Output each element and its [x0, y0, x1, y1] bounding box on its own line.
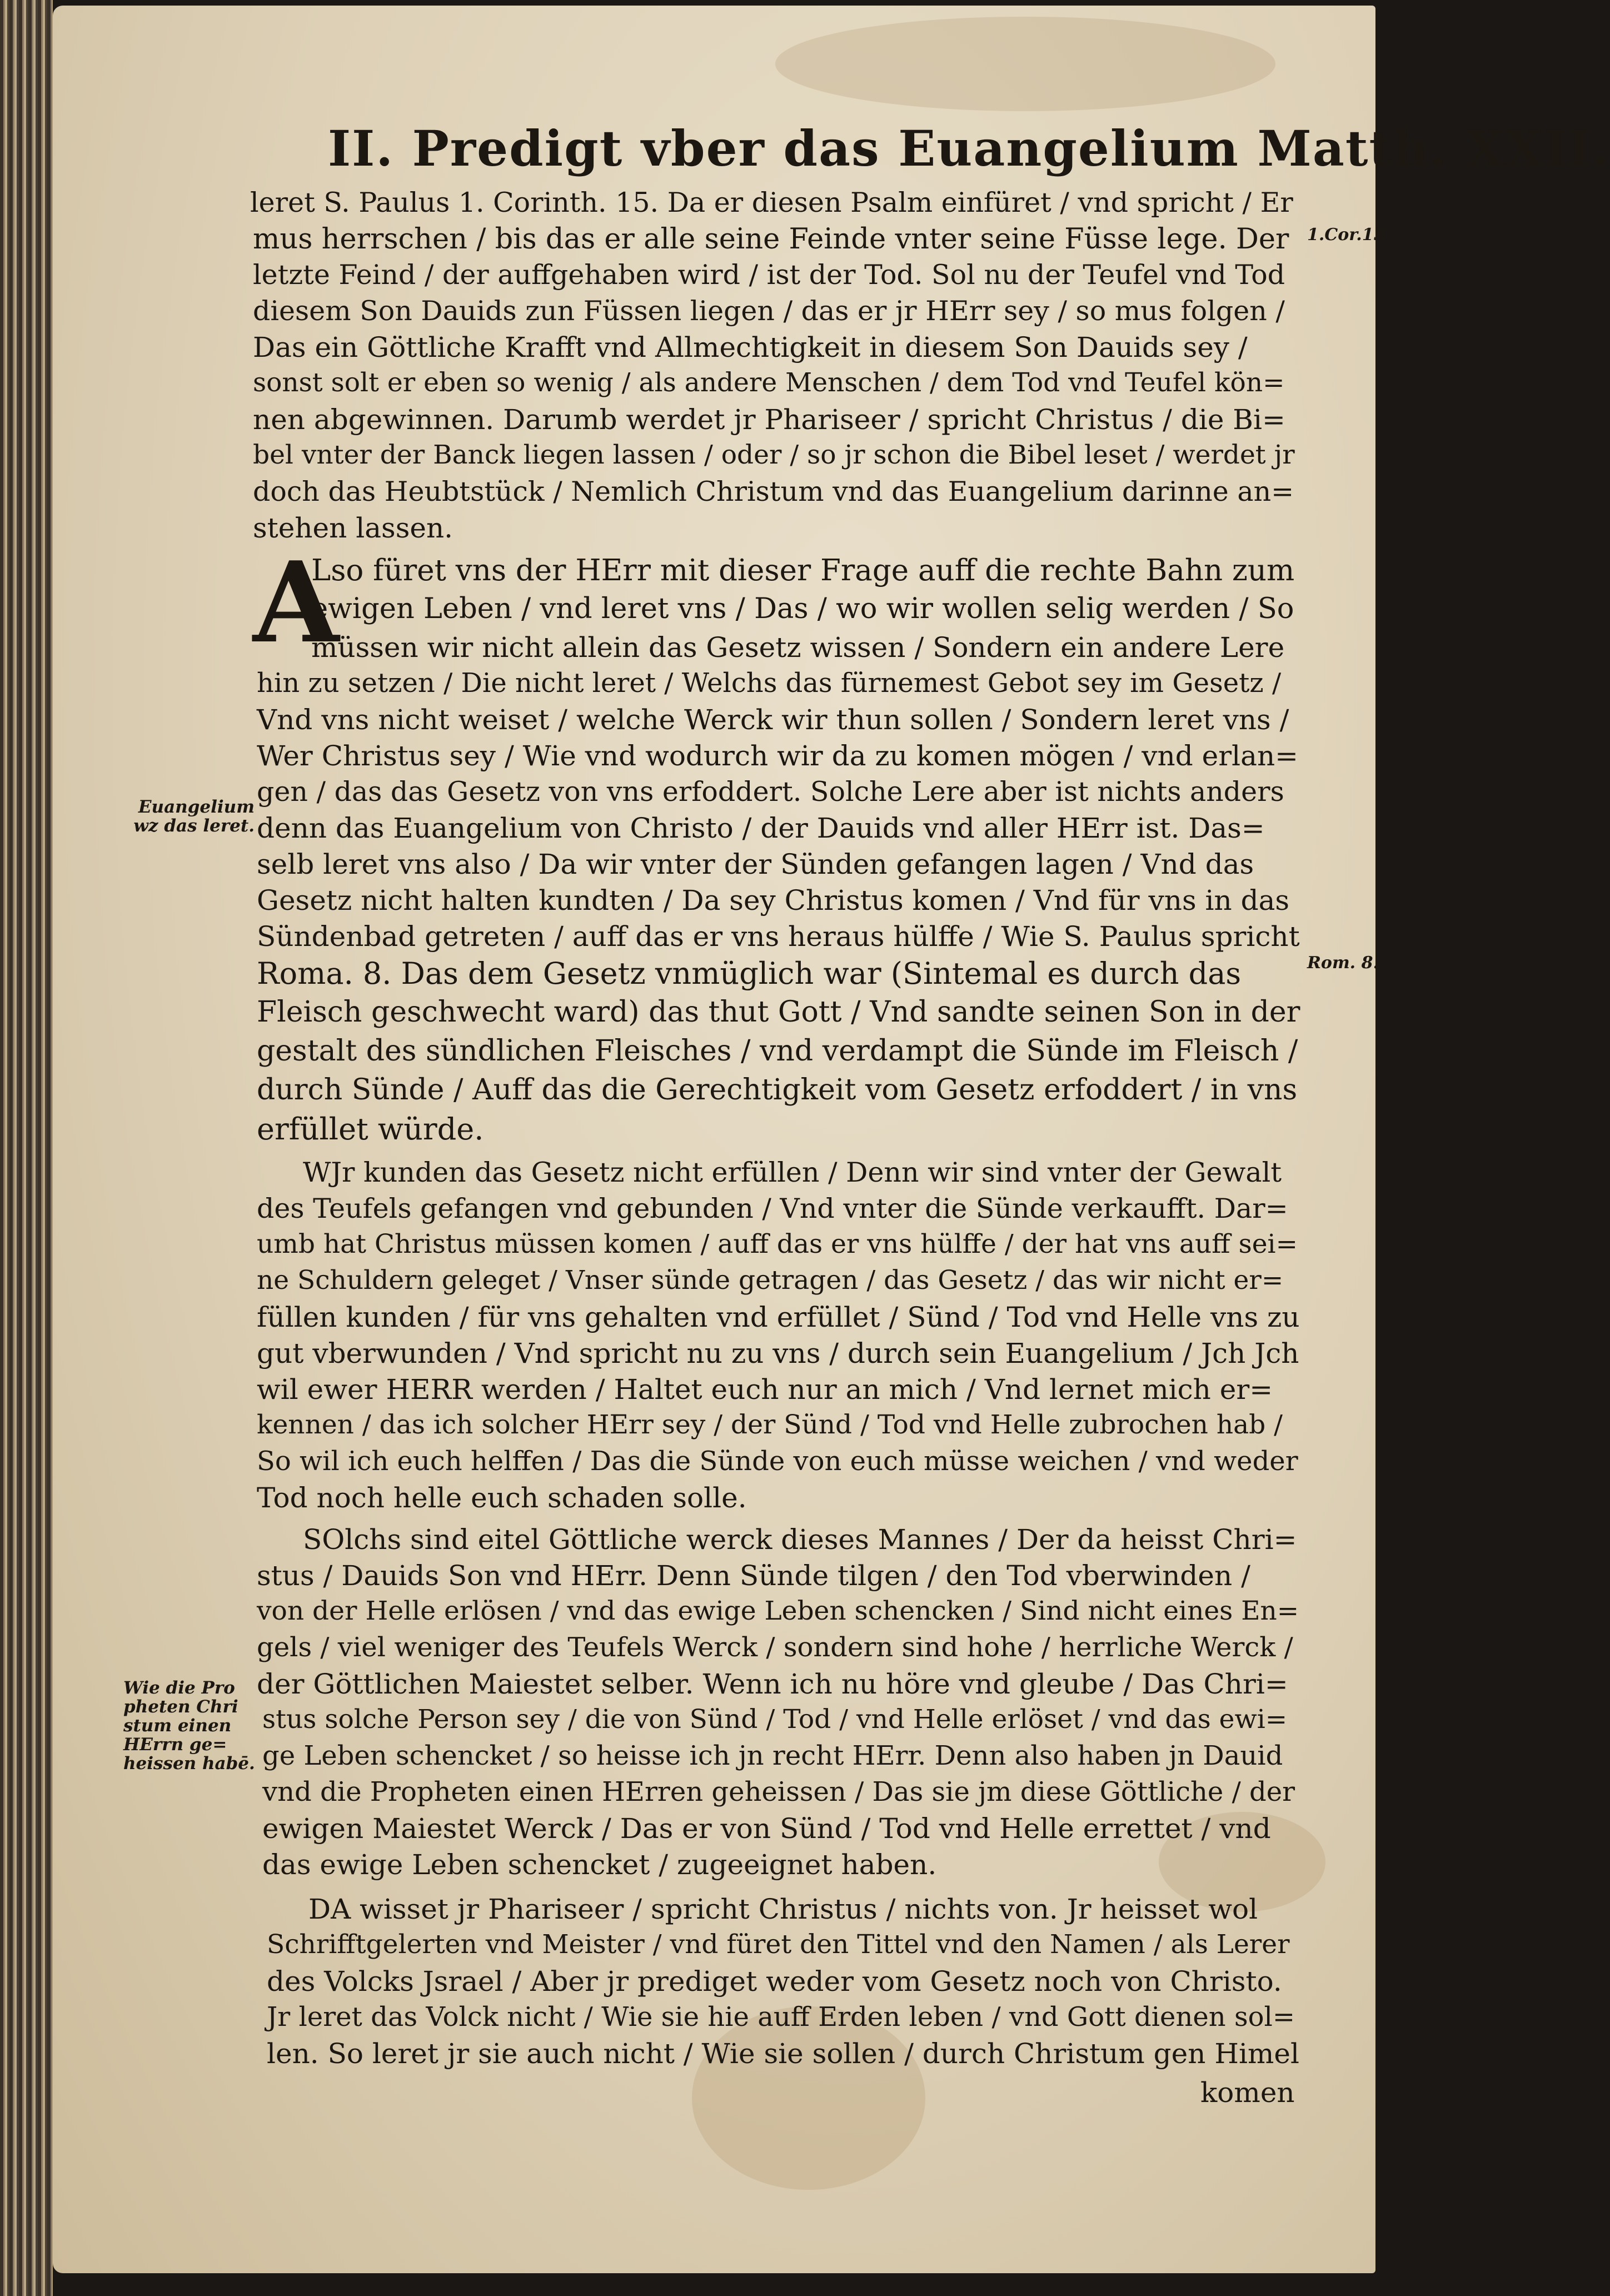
- text-line: Sündenbad getreten / auff das er vns heraus hülffe / Wie S. Paulus spricht: [257, 920, 1300, 953]
- margin-ref-rom: Rom. 8.: [1307, 953, 1379, 973]
- drop-cap-initial: A: [253, 537, 340, 668]
- margin-note-propheten: Wie die Pro pheten Chri stum einen HErrn ge= heissen habē.: [123, 1678, 255, 1774]
- text-line: mus herrschen / bis das er alle seine Feinde vnter seine Füsse lege. Der: [253, 223, 1289, 256]
- text-line: durch Sünde / Auff das die Gerechtigkeit vom Gesetz erfoddert / in vns: [257, 1073, 1298, 1107]
- text-line: ne Schuldern geleget / Vnser sünde getragen / das Gesetz / das wir nicht er=: [257, 1265, 1284, 1296]
- text-line: Das ein Göttliche Krafft vnd Allmechtigkeit in diesem Son Dauids sey /: [253, 331, 1248, 363]
- text-line: des Volcks Jsrael / Aber jr prediget weder vom Gesetz noch von Christo.: [267, 1965, 1282, 1998]
- text-line: erfüllet würde.: [257, 1112, 484, 1147]
- text-line: sonst solt er eben so wenig / als andere Menschen / dem Tod vnd Teufel kön=: [253, 367, 1285, 398]
- text-line: gut vberwunden / Vnd spricht nu zu vns / durch sein Euangelium / Jch Jch: [257, 1337, 1299, 1369]
- text-line: umb hat Christus müssen komen / auff das er vns hülffe / der hat vns auff sei=: [257, 1229, 1298, 1259]
- catchword: komen: [1200, 2076, 1295, 2109]
- text-line: DA wisset jr Phariseer / spricht Christus / nichts von. Jr heisset wol: [308, 1893, 1258, 1925]
- text-line: kennen / das ich solcher HErr sey / der Sünd / Tod vnd Helle zubrochen hab /: [257, 1410, 1283, 1440]
- text-line: Vnd vns nicht weiset / welche Werck wir thun sollen / Sondern leret vns /: [257, 704, 1289, 736]
- text-line: bel vnter der Banck liegen lassen / oder / so jr schon die Bibel leset / werdet jr: [253, 440, 1295, 470]
- text-line: Schrifftgelerten vnd Meister / vnd füret den Tittel vnd den Namen / als Lerer: [267, 1929, 1290, 1960]
- text-line: gen / das das Gesetz von vns erfoddert. Solche Lere aber ist nichts anders: [257, 776, 1284, 808]
- text-line: stus / Dauids Son vnd HErr. Denn Sünde tilgen / den Tod vberwinden /: [257, 1560, 1250, 1592]
- text-line: hin zu setzen / Die nicht leret / Welchs das fürnemest Gebot sey im Gesetz /: [257, 668, 1282, 699]
- text-line: von der Helle erlösen / vnd das ewige Leben schencken / Sind nicht eines En=: [257, 1596, 1299, 1626]
- text-line: Gesetz nicht halten kundten / Da sey Christus komen / Vnd für vns in das: [257, 884, 1290, 917]
- text-line: selb leret vns also / Da wir vnter der Sünden gefangen lagen / Vnd das: [257, 848, 1254, 880]
- margin-note-euangelium: Euangelium wz das leret.: [133, 797, 255, 836]
- text-line: stus solche Person sey / die von Sünd / Tod / vnd Helle erlöset / vnd das ewi=: [262, 1704, 1288, 1735]
- text-line: letzte Feind / der auffgehaben wird / ist der Tod. Sol nu der Teufel vnd Tod: [253, 259, 1285, 291]
- text-line: Fleisch geschwecht ward) das thut Gott / Vnd sandte seinen Son in der: [257, 995, 1300, 1029]
- text-line: ge Leben schencket / so heisse ich jn recht HErr. Denn also haben jn Dauid: [262, 1740, 1283, 1771]
- text-line: Roma. 8. Das dem Gesetz vnmüglich war (Sintemal es durch das: [257, 956, 1242, 991]
- running-header: II. Predigt vber das Euangelium Matth. XXII.: [328, 119, 1610, 177]
- text-line: ewigen Maiestet Werck / Das er von Sünd / Tod vnd Helle errettet / vnd: [262, 1812, 1271, 1845]
- text-line: nen abgewinnen. Darumb werdet jr Phariseer / spricht Christus / die Bi=: [253, 404, 1285, 436]
- text-line: des Teufels gefangen vnd gebunden / Vnd vnter die Sünde verkaufft. Dar=: [257, 1193, 1288, 1224]
- text-line: Lso füret vns der HErr mit dieser Frage auff die rechte Bahn zum: [311, 554, 1295, 587]
- text-line: doch das Heubtstück / Nemlich Christum vnd das Euangelium darinne an=: [253, 476, 1294, 507]
- text-line: stehen lassen.: [253, 512, 453, 544]
- text-line: der Göttlichen Maiestet selber. Wenn ich nu höre vnd gleube / Das Chri=: [257, 1668, 1288, 1700]
- text-line: das ewige Leben schencket / zugeeignet haben.: [262, 1849, 937, 1881]
- text-line: gels / viel weniger des Teufels Werck / sondern sind hohe / herrliche Werck /: [257, 1632, 1293, 1663]
- text-line: Wer Christus sey / Wie vnd wodurch wir da zu komen mögen / vnd erlan=: [257, 740, 1299, 772]
- margin-ref-1cor: 1.Cor.15.: [1307, 225, 1391, 245]
- text-line: gestalt des sündlichen Fleisches / vnd verdampt die Sünde im Fleisch /: [257, 1034, 1298, 1068]
- text-line: SOlchs sind eitel Göttliche werck dieses Mannes / Der da heisst Chri=: [303, 1523, 1297, 1556]
- text-line: ewigen Leben / vnd leret vns / Das / wo wir wollen selig werden / So: [311, 592, 1294, 625]
- text-line: denn das Euangelium von Christo / der Dauids vnd aller HErr ist. Das=: [257, 812, 1265, 844]
- text-line: So wil ich euch helffen / Das die Sünde von euch müsse weichen / vnd weder: [257, 1446, 1298, 1477]
- text-line: len. So leret jr sie auch nicht / Wie sie sollen / durch Christum gen Himel: [267, 2038, 1299, 2070]
- text-line: vnd die Propheten einen HErren geheissen / Das sie jm diese Göttliche / der: [262, 1776, 1295, 1807]
- text-line: diesem Son Dauids zun Füssen liegen / das er jr HErr sey / so mus folgen /: [253, 295, 1285, 327]
- text-line: Jr leret das Volck nicht / Wie sie hie auff Erden leben / vnd Gott dienen sol=: [267, 2001, 1295, 2033]
- text-line: leret S. Paulus 1. Corinth. 15. Da er diesen Psalm einfüret / vnd spricht / Er: [250, 187, 1293, 218]
- text-line: füllen kunden / für vns gehalten vnd erfüllet / Sünd / Tod vnd Helle vns zu: [257, 1301, 1300, 1333]
- book-page-edges: [0, 0, 53, 2296]
- text-line: wil ewer HERR werden / Haltet euch nur an mich / Vnd lernet mich er=: [257, 1373, 1273, 1406]
- text-line: müssen wir nicht allein das Gesetz wissen / Sondern ein andere Lere: [311, 631, 1285, 664]
- text-line: WJr kunden das Gesetz nicht erfüllen / Denn wir sind vnter der Gewalt: [303, 1157, 1282, 1188]
- text-line: Tod noch helle euch schaden solle.: [257, 1482, 747, 1514]
